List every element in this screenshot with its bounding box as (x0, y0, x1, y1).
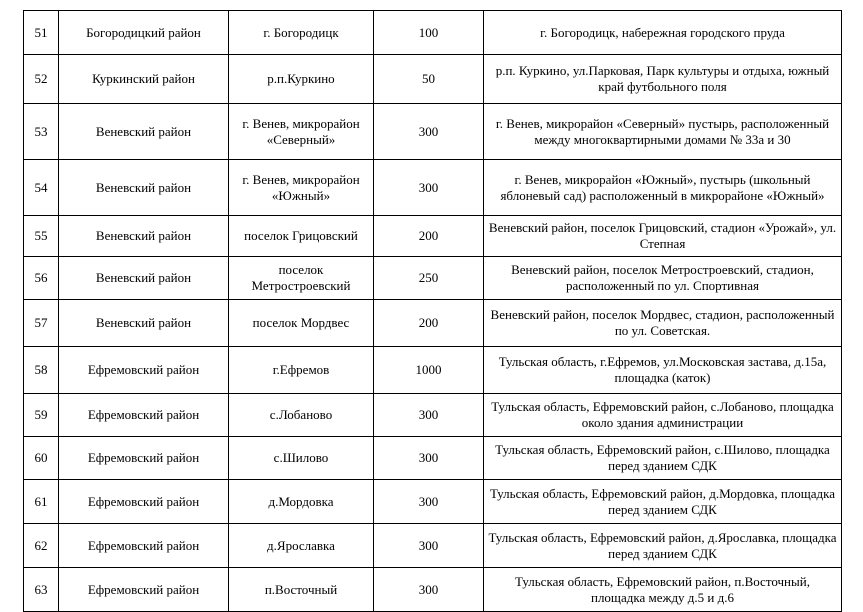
capacity-cell: 50 (374, 55, 484, 104)
address-cell: г. Венев, микрорайон «Южный», пустырь (школьный яблоневый сад) расположенный в микрорайоне «Южный» (484, 160, 842, 216)
locations-table (23, 10, 842, 612)
capacity-cell: 300 (374, 524, 484, 568)
district-cell: Веневский район (59, 257, 229, 300)
row-number: 53 (24, 104, 59, 160)
district-cell: Веневский район (59, 160, 229, 216)
district-cell: Ефремовский район (59, 480, 229, 524)
place-cell: п.Восточный (229, 568, 374, 612)
capacity-cell: 300 (374, 568, 484, 612)
district-cell: Ефремовский район (59, 437, 229, 480)
row-number: 51 (24, 11, 59, 55)
address-cell: г. Венев, микрорайон «Северный» пустырь, расположенный между многоквартирными домами № 33а и 30 (484, 104, 842, 160)
address-cell: Тульская область, Ефремовский район, д.Ярославка, площадка перед зданием СДК (484, 524, 842, 568)
district-cell: Ефремовский район (59, 568, 229, 612)
row-number: 63 (24, 568, 59, 612)
place-cell: с.Шилово (229, 437, 374, 480)
address-cell: Тульская область, Ефремовский район, с.Лобаново, площадка около здания администрации (484, 394, 842, 437)
place-cell: д.Ярославка (229, 524, 374, 568)
address-cell: Тульская область, Ефремовский район, д.Мордовка, площадка перед зданием СДК (484, 480, 842, 524)
table-row (24, 568, 842, 612)
table-row (24, 394, 842, 437)
capacity-cell: 100 (374, 11, 484, 55)
table-row (24, 524, 842, 568)
address-cell: Тульская область, Ефремовский район, с.Шилово, площадка перед зданием СДК (484, 437, 842, 480)
table-row (24, 480, 842, 524)
district-cell: Веневский район (59, 216, 229, 257)
place-cell: г.Ефремов (229, 347, 374, 394)
capacity-cell: 300 (374, 104, 484, 160)
address-cell: Веневский район, поселок Мордвес, стадион, расположенный по ул. Советская. (484, 300, 842, 347)
row-number: 62 (24, 524, 59, 568)
district-cell: Ефремовский район (59, 347, 229, 394)
row-number: 60 (24, 437, 59, 480)
place-cell: г. Венев, микрорайон «Северный» (229, 104, 374, 160)
place-cell: д.Мордовка (229, 480, 374, 524)
capacity-cell: 200 (374, 216, 484, 257)
capacity-cell: 300 (374, 394, 484, 437)
table-row (24, 55, 842, 104)
table-row (24, 216, 842, 257)
place-cell: поселок Метростроевский (229, 257, 374, 300)
place-cell: поселок Грицовский (229, 216, 374, 257)
capacity-cell: 1000 (374, 347, 484, 394)
district-cell: Куркинский район (59, 55, 229, 104)
address-cell: г. Богородицк, набережная городского пруда (484, 11, 842, 55)
table-row (24, 104, 842, 160)
row-number: 61 (24, 480, 59, 524)
table-row (24, 11, 842, 55)
capacity-cell: 200 (374, 300, 484, 347)
row-number: 54 (24, 160, 59, 216)
address-cell: Тульская область, Ефремовский район, п.Восточный, площадка между д.5 и д.6 (484, 568, 842, 612)
capacity-cell: 300 (374, 437, 484, 480)
row-number: 52 (24, 55, 59, 104)
address-cell: р.п. Куркино, ул.Парковая, Парк культуры и отдыха, южный край футбольного поля (484, 55, 842, 104)
capacity-cell: 300 (374, 480, 484, 524)
place-cell: г. Богородицк (229, 11, 374, 55)
district-cell: Веневский район (59, 104, 229, 160)
place-cell: г. Венев, микрорайон «Южный» (229, 160, 374, 216)
table-row (24, 257, 842, 300)
table-row (24, 300, 842, 347)
table-row (24, 160, 842, 216)
place-cell: поселок Мордвес (229, 300, 374, 347)
address-cell: Веневский район, поселок Метростроевский, стадион, расположенный по ул. Спортивная (484, 257, 842, 300)
row-number: 59 (24, 394, 59, 437)
row-number: 56 (24, 257, 59, 300)
address-cell: Тульская область, г.Ефремов, ул.Московская застава, д.15а, площадка (каток) (484, 347, 842, 394)
row-number: 55 (24, 216, 59, 257)
district-cell: Ефремовский район (59, 394, 229, 437)
row-number: 58 (24, 347, 59, 394)
table-row (24, 437, 842, 480)
place-cell: с.Лобаново (229, 394, 374, 437)
district-cell: Ефремовский район (59, 524, 229, 568)
row-number: 57 (24, 300, 59, 347)
district-cell: Богородицкий район (59, 11, 229, 55)
capacity-cell: 250 (374, 257, 484, 300)
capacity-cell: 300 (374, 160, 484, 216)
place-cell: р.п.Куркино (229, 55, 374, 104)
address-cell: Веневский район, поселок Грицовский, стадион «Урожай», ул. Степная (484, 216, 842, 257)
district-cell: Веневский район (59, 300, 229, 347)
table-row (24, 347, 842, 394)
